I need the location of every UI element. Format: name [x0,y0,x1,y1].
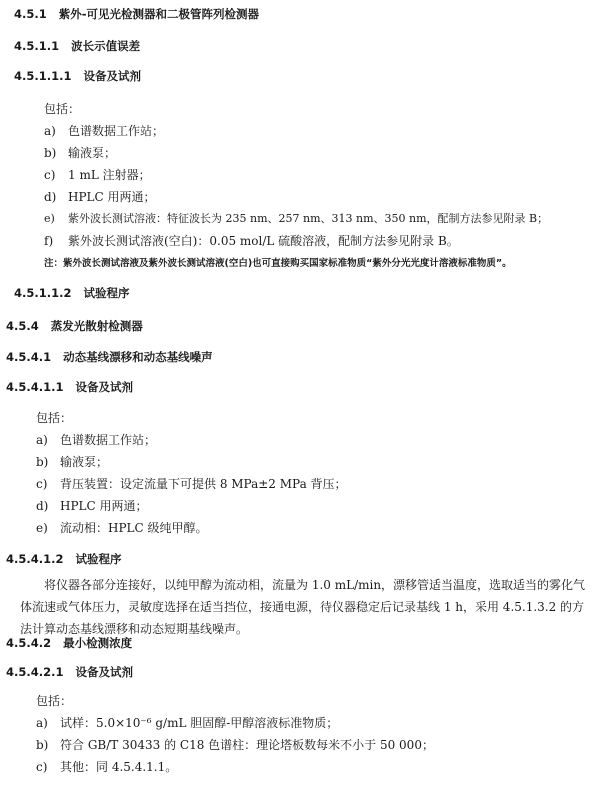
item-label: b) [36,455,49,469]
heading-4-5-1-1 [14,38,140,54]
heading-4-5-4-1-1 [6,379,133,395]
section-title: 试验程序 [75,552,122,566]
item-text: 试样：5.0×10⁻⁶ g/mL 胆固醇-甲醇溶液标准物质； [60,716,339,730]
section-title: 紫外-可见光检测器和二极管阵列检测器 [58,7,260,21]
section-title: 波长示值误差 [71,39,141,53]
list-item [44,167,151,183]
section-number: 4.5.1.1 [14,39,60,53]
heading-4-5-1-1-1 [14,68,141,84]
list-item [36,759,177,775]
heading-4-5-4-1-2 [6,551,121,567]
section-title: 设备及试剂 [75,380,133,394]
list-item [44,211,548,227]
item-text: 输液泵； [68,146,117,160]
list-item [36,432,156,448]
list-item [36,715,338,731]
section-number: 4.5.4.2.1 [6,665,64,679]
list-item [44,233,459,249]
item-label: b) [36,738,49,752]
item-text: 紫外波长测试溶液(空白)：0.05 mol/L 硫酸溶液，配制方法参见附录 B。 [68,234,459,248]
section-title: 设备及试剂 [75,665,133,679]
item-label: d) [36,499,49,513]
item-label: c) [44,168,56,182]
item-text: HPLC 用两通； [68,190,156,204]
list-item [36,498,148,514]
section-number: 4.5.1.1.1 [14,69,72,83]
section-title: 蒸发光散射检测器 [50,319,143,333]
section-title: 设备及试剂 [83,69,141,83]
heading-4-5-4 [6,318,143,334]
item-text: 流动相：HPLC 级纯甲醇。 [60,521,208,535]
list-item [36,476,347,492]
section-number: 4.5.4.1.2 [6,552,64,566]
item-label: a) [36,433,48,447]
item-label: e) [44,212,55,225]
heading-4-5-1 [14,6,259,22]
item-text: 紫外波长测试溶液：特征波长为 235 nm、257 nm、313 nm、350 nm，配制方法参见附录 B； [68,212,549,225]
section-title: 最小检测浓度 [63,636,133,650]
heading-4-5-4-2 [6,635,132,651]
list-intro: 包括： [36,694,73,708]
section-number: 4.5.4.1 [6,350,52,364]
section-title: 试验程序 [83,286,130,300]
item-label: c) [36,760,48,774]
heading-4-5-4-1 [6,349,213,365]
item-label: a) [44,124,56,138]
item-text: 输液泵； [60,455,109,469]
item-label: e) [36,521,48,535]
item-text: 符合 GB/T 30433 的 C18 色谱柱：理论塔板数每米不小于 50 000； [60,738,434,752]
item-text: 1 mL 注射器； [68,168,151,182]
section-number: 4.5.4 [6,319,39,333]
list-item [44,123,164,139]
list-item [36,454,108,470]
list-intro: 包括： [44,102,81,116]
procedure-paragraph: 将仪器各部分连接好，以纯甲醇为流动相，流量为 1.0 mL/min，漂移管适当温度，选取适当的雾化气体流速或气体压力，灵敏度选择在适当挡位，接通电源，待仪器稳定后记录基线 1 h，采用 4.5.1.3.2 的方法计算动态基线漂移和动态短期基线噪声。 [20,578,586,636]
section-number: 4.5.1 [14,7,47,21]
list-intro: 包括： [36,411,73,425]
item-text: 色谱数据工作站； [68,124,165,138]
list-item [44,145,116,161]
list-item [44,189,156,205]
section-number: 4.5.4.1.1 [6,380,64,394]
heading-4-5-4-2-1 [6,664,133,680]
section-title: 动态基线漂移和动态基线噪声 [63,350,213,364]
heading-4-5-1-1-2 [14,285,129,301]
item-label: b) [44,146,57,160]
section-number: 4.5.1.1.2 [14,286,72,300]
item-label: a) [36,716,48,730]
item-label: c) [36,477,48,491]
list-item [36,737,434,753]
item-text: HPLC 用两通； [60,499,148,513]
item-text: 背压装置：设定流量下可提供 8 MPa±2 MPa 背压； [60,477,347,491]
note: 注：紫外波长测试溶液及紫外波长测试溶液(空白)也可直接购买国家标准物质“紫外分光光度计溶液标准物质”。 [44,258,512,269]
item-label: d) [44,190,57,204]
item-text: 其他：同 4.5.4.1.1。 [60,760,178,774]
item-label: f) [44,234,54,248]
item-text: 色谱数据工作站； [60,433,157,447]
list-item [36,520,208,536]
section-number: 4.5.4.2 [6,636,52,650]
